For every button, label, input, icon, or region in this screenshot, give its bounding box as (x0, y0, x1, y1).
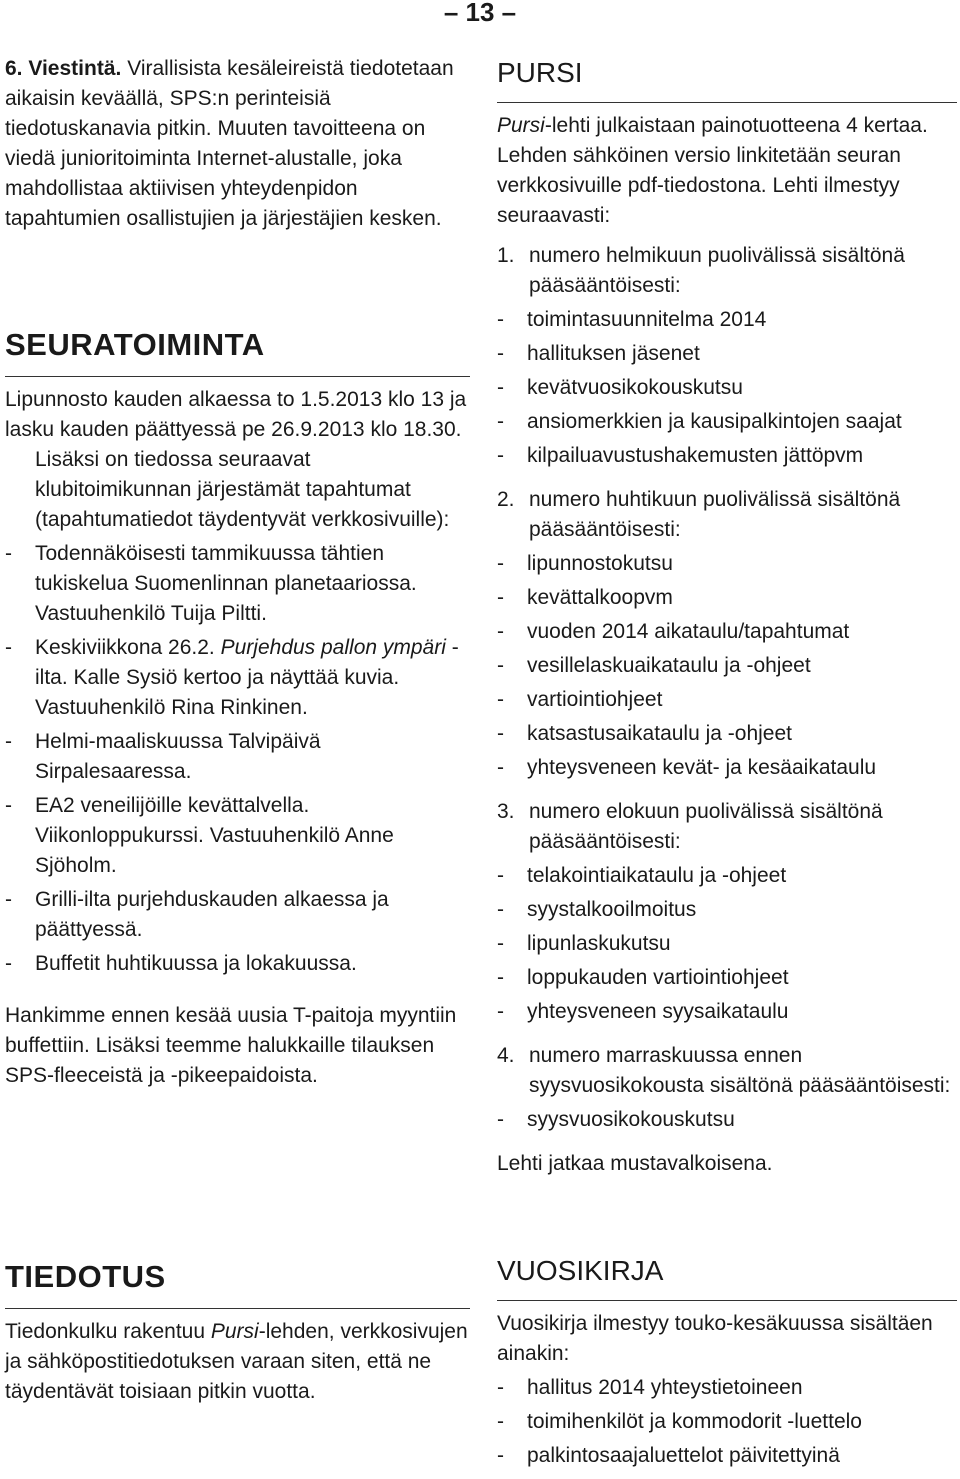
issue-items (497, 305, 957, 471)
viestinta-paragraph (5, 54, 470, 234)
event-item: - Helmi-maaliskuussa Talvipäivä Sirpalesaaressa. (5, 727, 470, 787)
issue-block (497, 1041, 957, 1135)
pursi-intro (497, 111, 957, 231)
tiedotus-rule (5, 1308, 470, 1309)
issue-item: - kevätvuosikokouskutsu (497, 373, 957, 403)
pursi-rule (497, 102, 957, 103)
tiedotus-paragraph (5, 1317, 470, 1407)
events-list (5, 539, 470, 979)
pursi-heading: PURSI (497, 57, 583, 88)
pursi-closing: Lehti jatkaa mustavalkoisena. (497, 1152, 773, 1175)
tiedotus-italic: Pursi (210, 1320, 259, 1343)
event-item: - EA2 veneilijöille kevättalvella. Viikonloppukurssi. Vastuuhenkilö Anne Sjöholm. (5, 791, 470, 881)
issues-list (497, 241, 957, 1135)
issue-item: - kilpailuavustushakemusten jättöpvm (497, 441, 957, 471)
page-number: – 13 – (443, 0, 517, 27)
issue-number: 3. (497, 800, 515, 823)
issue-item: - syystalkooilmoitus (497, 895, 957, 925)
issue-number: 1. (497, 244, 515, 267)
issue-block (497, 485, 957, 783)
pursi-text: -lehti julkaistaan painotuotteena 4 kertaa. Lehden sähköinen versio linkitetään seuran verkkosivuille pdf-tiedostona. Lehti ilmestyy seuraavasti: (497, 114, 928, 227)
right-column-bottom (497, 1254, 957, 1471)
issue-item: - syysvuosikokouskutsu (497, 1105, 957, 1135)
issue-items (497, 1105, 957, 1135)
issue-number: 2. (497, 488, 515, 511)
issue-item: - yhteysveneen kevät- ja kesäaikataulu (497, 753, 957, 783)
vuosikirja-heading: VUOSIKIRJA (497, 1255, 664, 1286)
left-column-bottom (5, 1258, 470, 1407)
event-item: - Buffetit huhtikuussa ja lokakuussa. (5, 949, 470, 979)
issue-item: - toimintasuunnitelma 2014 (497, 305, 957, 335)
issue-item: - ansiomerkkien ja kausipalkintojen saajat (497, 407, 957, 437)
event-text: -ilta. Kalle Sysiö kertoo ja näyttää kuvia. Vastuuhenkilö Rina Rinkinen. (35, 636, 459, 719)
issue-item: - lipunlaskukutsu (497, 929, 957, 959)
tiedotus-text: -lehden, verkkosivujen ja sähköpostitiedotuksen varaan siten, että ne täydentävät toisiaan pitkin vuotta. (5, 1320, 468, 1403)
seuratoiminta-intro: Lipunnosto kauden alkaessa to 1.5.2013 klo 13 ja lasku kauden päättyessä pe 26.9.2013 klo 18.30. (5, 388, 467, 441)
seuratoiminta-rule (5, 376, 470, 377)
vuosikirja-intro: Vuosikirja ilmestyy touko-kesäkuussa sisältäen ainakin: (497, 1312, 933, 1365)
vuosikirja-item: - toimihenkilöt ja kommodorit -luettelo (497, 1407, 957, 1437)
event-item: - Todennäköisesti tammikuussa tähtien tukiskelua Suomenlinnan planetaariossa. Vastuuhenkilö Tuija Piltti. (5, 539, 470, 629)
event-item (5, 633, 470, 723)
issue-item: - vuoden 2014 aikataulu/tapahtumat (497, 617, 957, 647)
issue-block (497, 241, 957, 471)
issue-item: - katsastusaikataulu ja -ohjeet (497, 719, 957, 749)
tiedotus-heading: TIEDOTUS (5, 1259, 166, 1294)
tshirts-paragraph: Hankimme ennen kesää uusia T-paitoja myyntiin buffettiin. Lisäksi teemme halukkaille tilauksen SPS-fleeceistä ja -pikeepaidoista. (5, 1004, 457, 1087)
event-text: Keskiviikkona 26.2. (35, 636, 215, 659)
issue-items (497, 861, 957, 1027)
tiedotus-text: Tiedonkulku rakentuu (5, 1320, 206, 1343)
vuosikirja-item: - hallitus 2014 yhteystietoineen (497, 1373, 957, 1403)
issue-block (497, 797, 957, 1027)
seuratoiminta-extra: Lisäksi on tiedossa seuraavat klubitoimikunnan järjestämät tapahtumat (tapahtumatiedot täydentyvät verkkosivuille): (35, 448, 450, 531)
issue-title: numero marraskuussa ennen syysvuosikokousta sisältönä pääsääntöisesti: (529, 1044, 951, 1097)
issue-item: - yhteysveneen syysaikataulu (497, 997, 957, 1027)
issue-title: numero helmikuun puolivälissä sisältönä pääsääntöisesti: (529, 244, 905, 297)
event-item: - Grilli-ilta purjehduskauden alkaessa ja päättyessä. (5, 885, 470, 945)
viestinta-text: Virallisista kesäleireistä tiedotetaan aikaisin keväällä, SPS:n perinteisiä tiedotuskanavia pitkin. Muuten tavoitteena on viedä junioritoiminta Internet-alustalle, joka mahdollistaa aktiivisen yhteydenpidon tapahtumien osallistujien ja järjestäjien kesken. (5, 57, 454, 230)
issue-item: - vartiointiohjeet (497, 685, 957, 715)
left-column-top (5, 54, 470, 1091)
issue-title: numero huhtikuun puolivälissä sisältönä pääsääntöisesti: (529, 488, 901, 541)
issue-item: - loppukauden vartiointiohjeet (497, 963, 957, 993)
issue-item: - telakointiaikataulu ja -ohjeet (497, 861, 957, 891)
vuosikirja-rule (497, 1300, 957, 1301)
pursi-italic: Pursi (497, 114, 545, 137)
seuratoiminta-heading: SEURATOIMINTA (5, 327, 265, 362)
issue-item: - hallituksen jäsenet (497, 339, 957, 369)
issue-number: 4. (497, 1044, 515, 1067)
viestinta-lead: 6. Viestintä. (5, 57, 122, 80)
right-column-top (497, 56, 957, 1179)
issue-item: - lipunnostokutsu (497, 549, 957, 579)
issue-title: numero elokuun puolivälissä sisältönä pääsääntöisesti: (529, 800, 883, 853)
issue-item: - vesillelaskuaikataulu ja -ohjeet (497, 651, 957, 681)
issue-items (497, 549, 957, 783)
event-italic: Purjehdus pallon ympäri (220, 636, 446, 659)
vuosikirja-item: - palkintosaajaluettelot päivitettyinä (497, 1441, 957, 1471)
issue-item: - kevättalkoopvm (497, 583, 957, 613)
vuosikirja-list (497, 1373, 957, 1471)
